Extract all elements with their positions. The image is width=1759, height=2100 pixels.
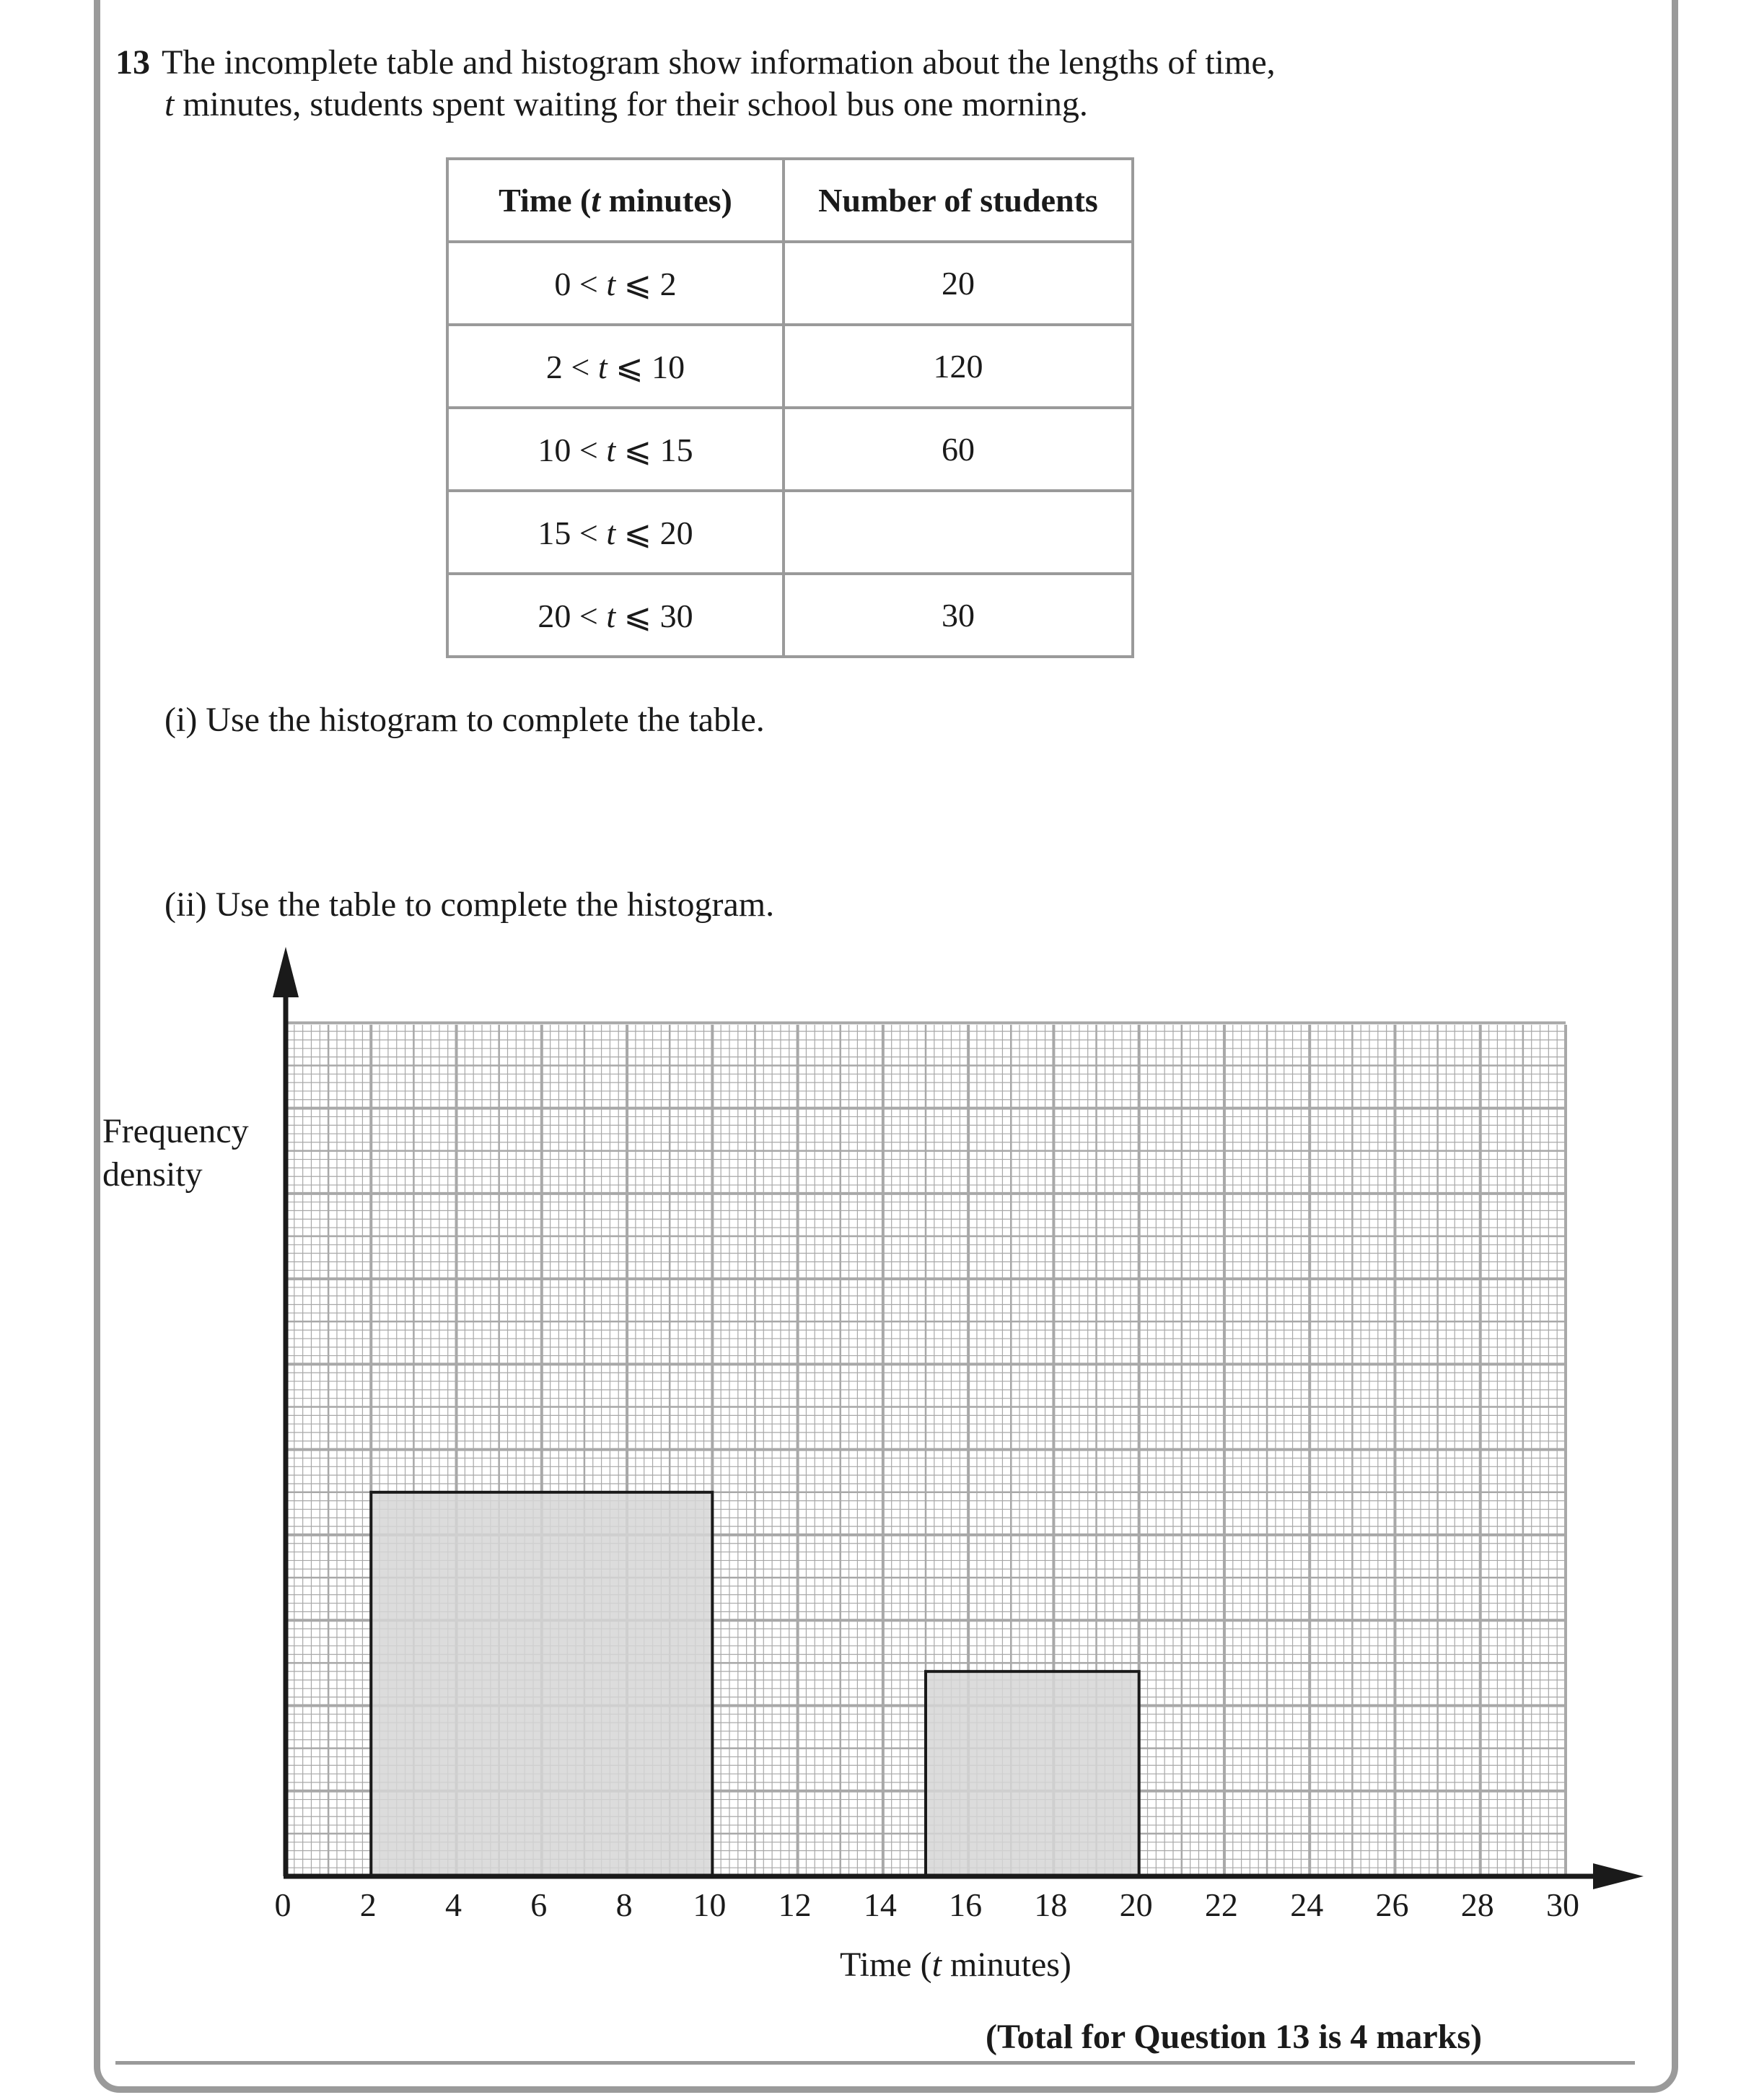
x-tick-label: 16 [949, 1886, 983, 1923]
x-axis-arrow [1593, 1863, 1644, 1889]
interval-cell: 15 < t ⩽ 20 [447, 491, 784, 574]
x-tick-label: 0 [274, 1886, 291, 1923]
part-ii-text: (ii) Use the table to complete the histogram. [165, 885, 775, 924]
question-variable: t [165, 85, 175, 123]
x-tick-label: 22 [1204, 1886, 1238, 1923]
interval-cell: 20 < t ⩽ 30 [447, 574, 784, 657]
histogram-bar [926, 1671, 1139, 1876]
interval-cell: 0 < t ⩽ 2 [447, 242, 784, 325]
x-tick-label: 14 [863, 1886, 897, 1923]
interval-cell: 10 < t ⩽ 15 [447, 408, 784, 491]
x-tick-label: 12 [778, 1886, 812, 1923]
y-axis-label: Frequency density [102, 1112, 249, 1194]
question-number: 13 [115, 43, 150, 82]
y-axis-arrow [273, 947, 299, 997]
x-tick-label: 6 [530, 1886, 548, 1923]
x-tick-label: 18 [1034, 1886, 1068, 1923]
total-marks: (Total for Question 13 is 4 marks) [986, 2018, 1483, 2056]
x-tick-labels [275, 1886, 1580, 1923]
x-tick-label: 26 [1375, 1886, 1409, 1923]
header-students: Number of students [784, 159, 1133, 242]
students-cell: 20 [784, 242, 1133, 325]
question-text-2: minutes, students spent waiting for their school bus one morning. [174, 85, 1088, 123]
header-time: Time (t minutes) [447, 159, 784, 242]
x-tick-label: 24 [1290, 1886, 1324, 1923]
x-tick-label: 4 [445, 1886, 462, 1923]
x-tick-label: 2 [359, 1886, 377, 1923]
x-tick-label: 30 [1546, 1886, 1579, 1923]
x-tick-label: 20 [1119, 1886, 1153, 1923]
part-i-text: (i) Use the histogram to complete the table. [165, 701, 765, 739]
bottom-rule [115, 2061, 1635, 2065]
histogram-bar [371, 1492, 712, 1876]
x-tick-label: 8 [615, 1886, 633, 1923]
x-tick-label: 28 [1460, 1886, 1494, 1923]
question-text-1: The incomplete table and histogram show information about the lengths of time, [162, 43, 1276, 82]
x-tick-label: 10 [693, 1886, 727, 1923]
students-cell: 30 [784, 574, 1133, 657]
students-cell: 60 [784, 408, 1133, 491]
x-axis-label: Time (t minutes) [840, 1946, 1071, 1984]
students-cell: 120 [784, 325, 1133, 408]
interval-cell: 2 < t ⩽ 10 [447, 325, 784, 408]
